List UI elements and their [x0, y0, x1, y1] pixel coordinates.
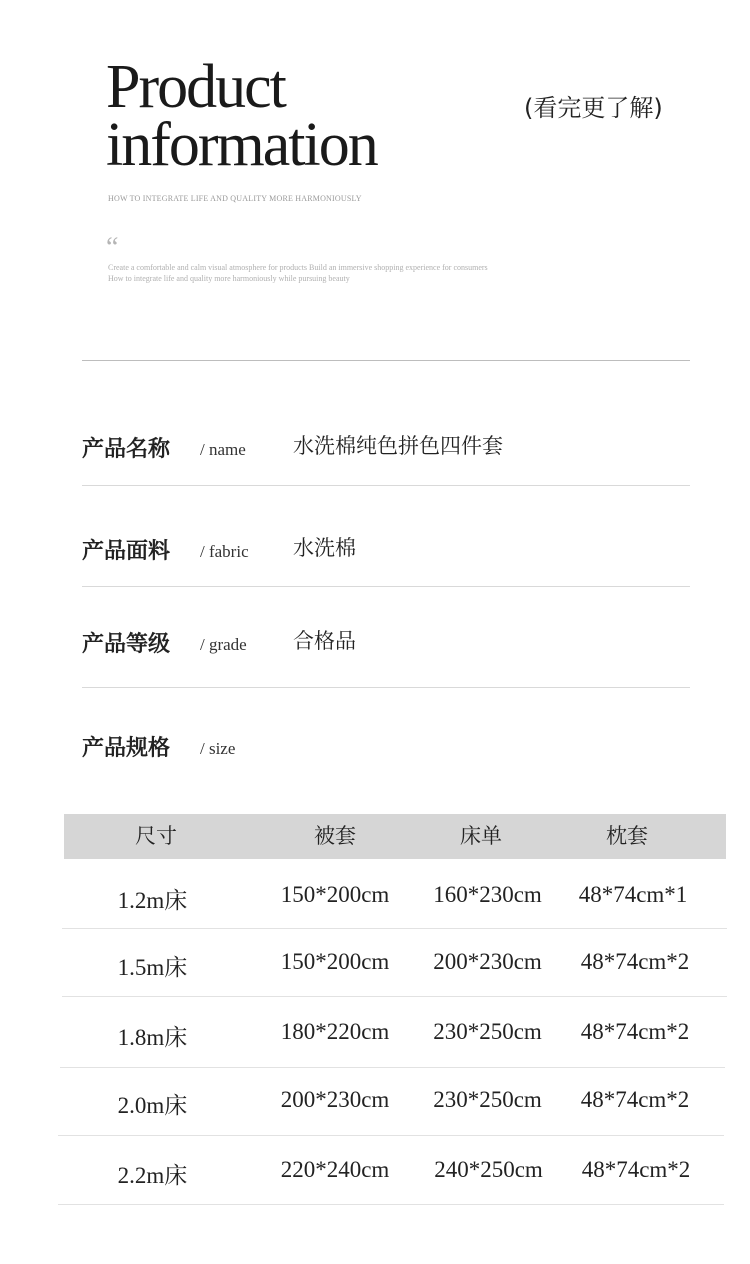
cell-size: 2.0m床 [117, 1093, 188, 1118]
tagline: HOW TO INTEGRATE LIFE AND QUALITY MORE HARMONIOUSLY [108, 194, 362, 203]
title-line-2: information [106, 111, 377, 179]
info-label: 产品规格 [82, 736, 171, 761]
cell-sheet: 240*250cm [434, 1157, 543, 1182]
info-sub-label: / size [200, 739, 236, 758]
cell-duvet: 180*220cm [280, 1019, 390, 1044]
info-sub-label: / fabric [200, 542, 249, 561]
column-header-sheet: 床单 [460, 824, 502, 848]
column-header-size: 尺寸 [135, 824, 177, 848]
info-value: 合格品 [293, 629, 356, 653]
row-divider [82, 687, 690, 688]
cell-sheet: 230*250cm [433, 1019, 542, 1044]
cell-pillowcase: 48*74cm*2 [581, 1157, 691, 1182]
row-divider [82, 586, 690, 587]
info-sub-label: / name [200, 440, 246, 459]
cell-size: 1.2m床 [117, 888, 188, 913]
cell-pillowcase: 48*74cm*2 [580, 1087, 690, 1112]
page-title [106, 53, 377, 179]
quote-mark-icon: “ [106, 232, 119, 263]
row-divider [60, 1067, 725, 1068]
row-divider [58, 1135, 724, 1136]
read-more-note: (看完更了解) [524, 94, 663, 122]
cell-pillowcase: 48*74cm*1 [578, 882, 688, 907]
cell-pillowcase: 48*74cm*2 [580, 1019, 690, 1044]
cell-size: 1.5m床 [117, 955, 188, 980]
row-divider [62, 928, 727, 929]
cell-duvet: 220*240cm [280, 1157, 390, 1182]
info-label: 产品名称 [82, 437, 171, 462]
size-table-header [64, 814, 726, 859]
info-sub-label: / grade [200, 635, 247, 654]
info-label: 产品等级 [82, 632, 171, 657]
cell-duvet: 150*200cm [280, 882, 390, 907]
cell-pillowcase: 48*74cm*2 [580, 949, 690, 974]
cell-sheet: 160*230cm [433, 882, 542, 907]
column-header-duvet: 被套 [314, 824, 356, 848]
row-divider [82, 485, 690, 486]
row-divider [62, 996, 727, 997]
cell-sheet: 200*230cm [433, 949, 542, 974]
cell-duvet: 150*200cm [280, 949, 390, 974]
cell-duvet: 200*230cm [280, 1087, 390, 1112]
description: Create a comfortable and calm visual atmosphere for products Build an immersive shopping experience for consumers How to integrate life and quality more harmoniously while pursuing beauty [108, 263, 488, 283]
title-line-1: Product [106, 53, 285, 121]
row-divider [58, 1204, 724, 1205]
info-label: 产品面料 [82, 539, 171, 564]
info-value: 水洗棉纯色拼色四件套 [293, 434, 503, 458]
cell-size: 2.2m床 [117, 1163, 188, 1188]
info-value: 水洗棉 [293, 536, 356, 560]
cell-sheet: 230*250cm [433, 1087, 542, 1112]
cell-size: 1.8m床 [117, 1025, 188, 1050]
column-header-pillowcase: 枕套 [606, 824, 648, 848]
section-divider [82, 360, 690, 361]
